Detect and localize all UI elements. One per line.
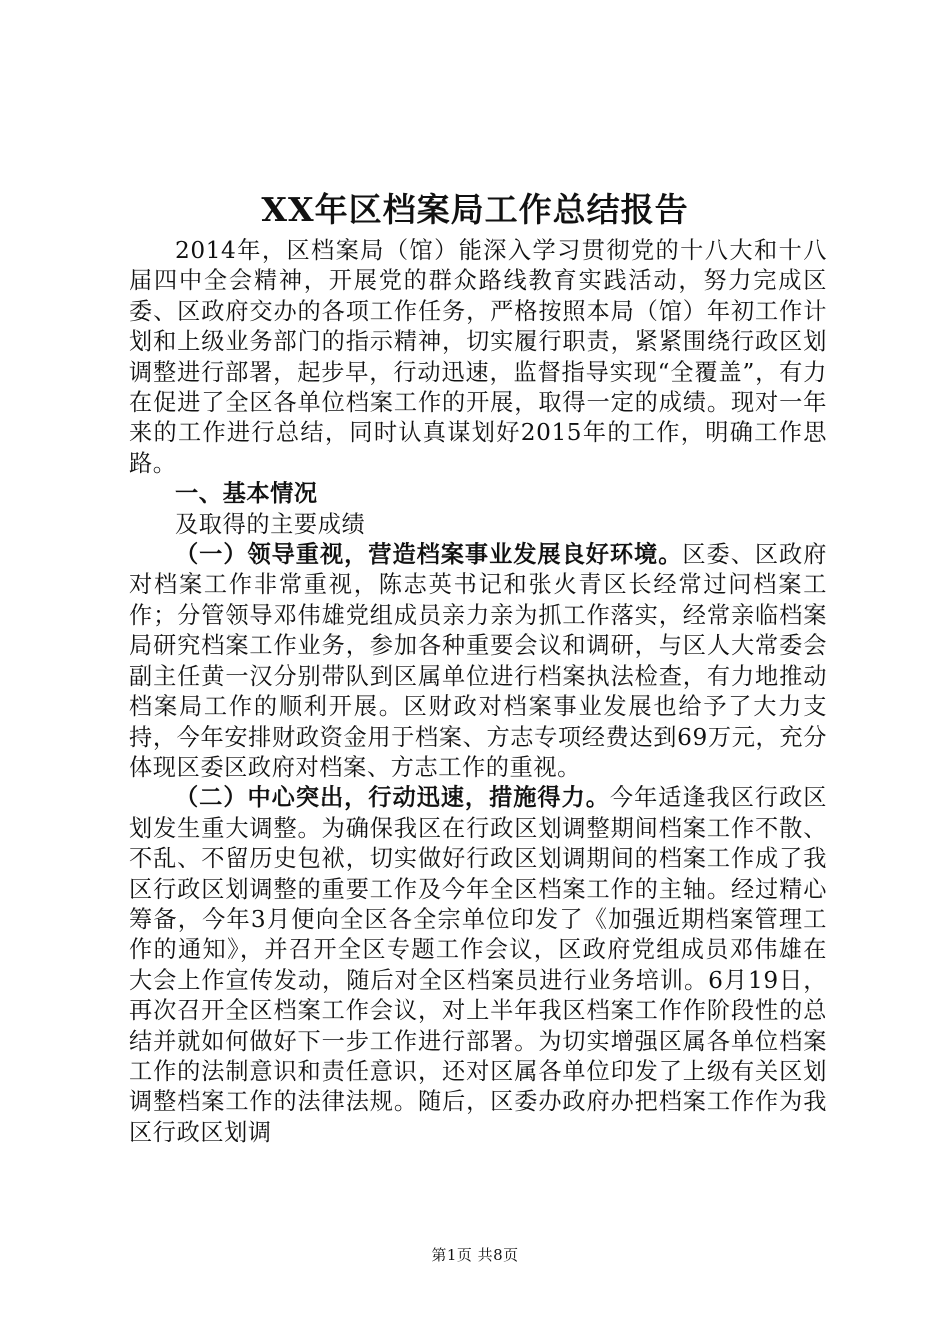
intro-paragraph: 2014年，区档案局（馆）能深入学习贯彻党的十八大和十八届四中全会精神，开展党的群众路线教育实践活动，努力完成区委、区政府交办的各项工作任务，严格按照本局（馆）年初工作计划和上级业务部门的指示精神，切实履行职责，紧紧围绕行政区划调整进行部署，起步早，行动迅速，监督指导实现“全覆盖”，有力在促进了全区各单位档案工作的开展，取得一定的成绩。现对一年来的工作进行总结，同时认真谋划好2015年的工作，明确工作思路。 bbox=[129, 237, 827, 477]
item-paragraph-center bbox=[129, 783, 827, 1148]
item-text-center: 今年适逢我区行政区划发生重大调整。为确保我区在行政区划调整期间档案工作不散、不乱、不留历史包袱，切实做好行政区划调期间的档案工作成了我区行政区划调整的重要工作及今年全区档案工作的主轴。经过精心筹备，今年3月便向全区各全宗单位印发了《加强近期档案管理工作的通知》，并召开全区专题工作会议，区政府党组成员邓伟雄在大会上作宣传发动，随后对全区档案员进行业务培训。6月19日，再次召开全区档案工作会议，对上半年我区档案工作作阶段性的总结并就如何做好下一步工作进行部署。为切实增强区属各单位档案工作的法制意识和责任意识，还对区属各单位印发了上级有关区划调整档案工作的法律法规。随后，区委办政府办把档案工作作为我区行政区划调 bbox=[129, 784, 827, 1146]
item-text-leadership: 区委、区政府对档案工作非常重视，陈志英书记和张火青区长经常过问档案工作；分管领导邓伟雄党组成员亲力亲为抓工作落实，经常亲临档案局研究档案工作业务，参加各种重要会议和调研，与区人大常委会副主任黄一汉分别带队到区属单位进行档案执法检查，有力地推动档案局工作的顺利开展。区财政对档案事业发展也给予了大力支持，今年安排财政资金用于档案、方志专项经费达到69万元，充分体现区委区政府对档案、方志工作的重视。 bbox=[129, 541, 827, 781]
item-lead-leadership: （一）领导重视，营造档案事业发展良好环境。 bbox=[175, 541, 683, 569]
item-paragraph-leadership bbox=[129, 540, 827, 783]
section-heading-basic-situation: 一、基本情况 bbox=[175, 480, 318, 508]
document-body bbox=[129, 236, 827, 1148]
section-subheading-achievements: 及取得的主要成绩 bbox=[175, 510, 366, 538]
page-footer: 第1页 共8页 bbox=[431, 1246, 519, 1264]
document-title: XX年区档案局工作总结报告 bbox=[261, 190, 689, 229]
item-lead-center: （二）中心突出，行动迅速，措施得力。 bbox=[175, 784, 610, 812]
